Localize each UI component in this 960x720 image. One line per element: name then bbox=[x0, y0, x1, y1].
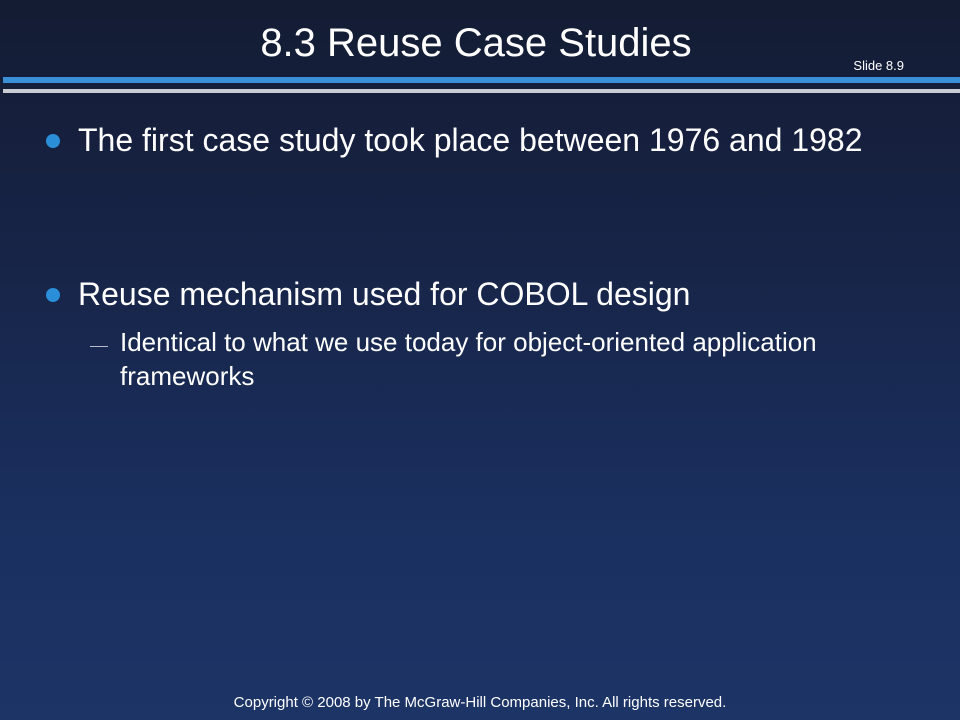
title-divider-blue bbox=[3, 77, 960, 83]
slide-number: Slide 8.9 bbox=[853, 58, 904, 73]
title-divider-gray bbox=[3, 89, 960, 93]
bullet-text: The first case study took place between 1976 and 1982 bbox=[78, 122, 863, 158]
dash-icon bbox=[90, 346, 108, 347]
bullet-text: Reuse mechanism used for COBOL design bbox=[78, 276, 691, 312]
copyright-footer: Copyright © 2008 by The McGraw-Hill Companies, Inc. All rights reserved. bbox=[233, 694, 727, 711]
bullet-dot-icon bbox=[46, 288, 60, 302]
sub-bullet-text: Identical to what we use today for object-oriented application frameworks bbox=[120, 327, 817, 391]
slide-title: 8.3 Reuse Case Studies bbox=[260, 21, 692, 65]
bullet-dot-icon bbox=[46, 134, 60, 148]
